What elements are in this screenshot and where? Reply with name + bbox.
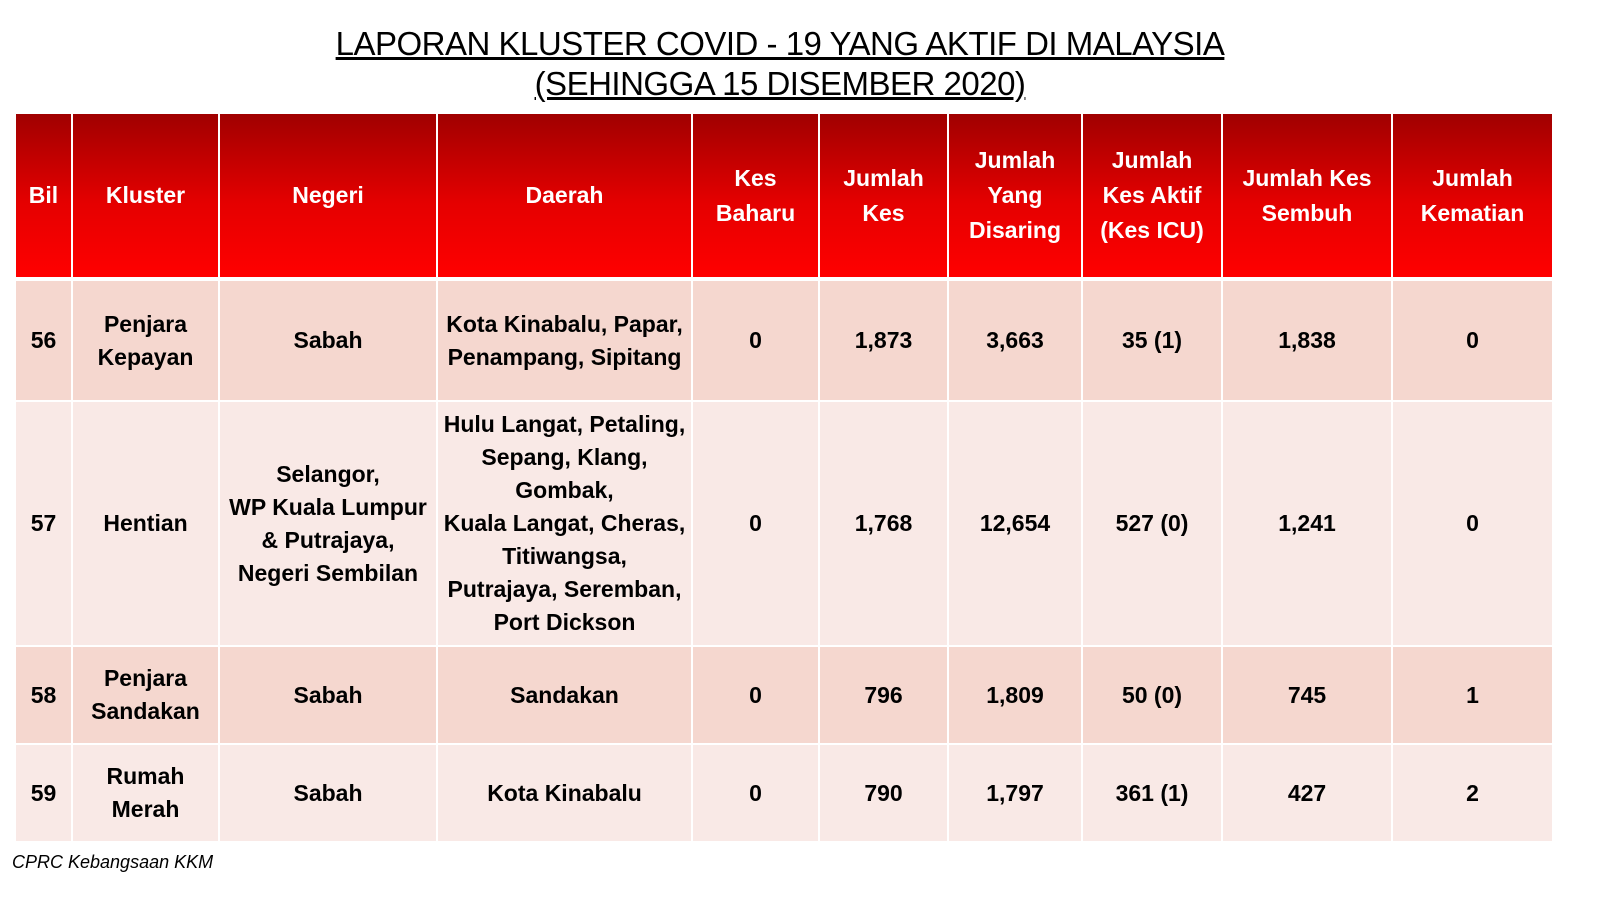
cell-bil: 58 [15,646,72,744]
cell-jumlah-kes: 1,768 [819,401,948,646]
col-header-daerah: Daerah [437,113,692,279]
cell-kes-aktif: 50 (0) [1082,646,1222,744]
col-header-kluster: Kluster [72,113,219,279]
table-row [15,279,1553,401]
cell-daerah: Hulu Langat, Petaling, Sepang, Klang, Gombak, Kuala Langat, Cheras, Titiwangsa, Putrajaya, Seremban, Port Dickson [437,401,692,646]
cell-kluster: Rumah Merah [72,744,219,842]
cell-kluster: Penjara Sandakan [72,646,219,744]
col-header-kes-sembuh: Jumlah Kes Sembuh [1222,113,1392,279]
cell-kluster: Penjara Kepayan [72,279,219,401]
report-title [0,24,1560,104]
cell-kes-baharu: 0 [692,646,819,744]
cell-daerah: Kota Kinabalu [437,744,692,842]
cell-kes-baharu: 0 [692,401,819,646]
cell-negeri: Selangor, WP Kuala Lumpur & Putrajaya, Negeri Sembilan [219,401,437,646]
cell-jumlah-disaring: 1,797 [948,744,1082,842]
cell-jumlah-disaring: 12,654 [948,401,1082,646]
table-row [15,401,1553,646]
cell-kes-baharu: 0 [692,279,819,401]
source-footnote: CPRC Kebangsaan KKM [12,852,214,872]
cell-negeri: Sabah [219,279,437,401]
col-header-negeri: Negeri [219,113,437,279]
report-title-line1: LAPORAN KLUSTER COVID - 19 YANG AKTIF DI MALAYSIA [335,25,1225,62]
col-header-jumlah-kes: Jumlah Kes [819,113,948,279]
cell-kes-baharu: 0 [692,744,819,842]
cell-kluster: Hentian [72,401,219,646]
cell-kes-sembuh: 1,241 [1222,401,1392,646]
cell-bil: 56 [15,279,72,401]
col-header-kes-baharu: Kes Baharu [692,113,819,279]
cell-jumlah-disaring: 3,663 [948,279,1082,401]
cell-jumlah-disaring: 1,809 [948,646,1082,744]
header-row [15,113,1553,279]
table-row [15,646,1553,744]
cell-bil: 57 [15,401,72,646]
cell-negeri: Sabah [219,646,437,744]
cell-jumlah-kes: 796 [819,646,948,744]
cluster-table [14,112,1554,843]
cell-kematian: 1 [1392,646,1553,744]
cell-jumlah-kes: 790 [819,744,948,842]
cell-jumlah-kes: 1,873 [819,279,948,401]
table-row [15,744,1553,842]
cell-negeri: Sabah [219,744,437,842]
cell-bil: 59 [15,744,72,842]
cell-daerah: Sandakan [437,646,692,744]
cell-kematian: 2 [1392,744,1553,842]
col-header-kematian: Jumlah Kematian [1392,113,1553,279]
cell-kes-aktif: 527 (0) [1082,401,1222,646]
cell-daerah: Kota Kinabalu, Papar, Penampang, Sipitang [437,279,692,401]
cell-kes-sembuh: 745 [1222,646,1392,744]
col-header-bil: Bil [15,113,72,279]
report-title-line2: (SEHINGGA 15 DISEMBER 2020) [534,65,1026,102]
col-header-jumlah-disaring: Jumlah Yang Disaring [948,113,1082,279]
cell-kematian: 0 [1392,401,1553,646]
cell-kes-aktif: 35 (1) [1082,279,1222,401]
cell-kes-sembuh: 427 [1222,744,1392,842]
cell-kes-aktif: 361 (1) [1082,744,1222,842]
cell-kes-sembuh: 1,838 [1222,279,1392,401]
cell-kematian: 0 [1392,279,1553,401]
col-header-kes-aktif: Jumlah Kes Aktif (Kes ICU) [1082,113,1222,279]
